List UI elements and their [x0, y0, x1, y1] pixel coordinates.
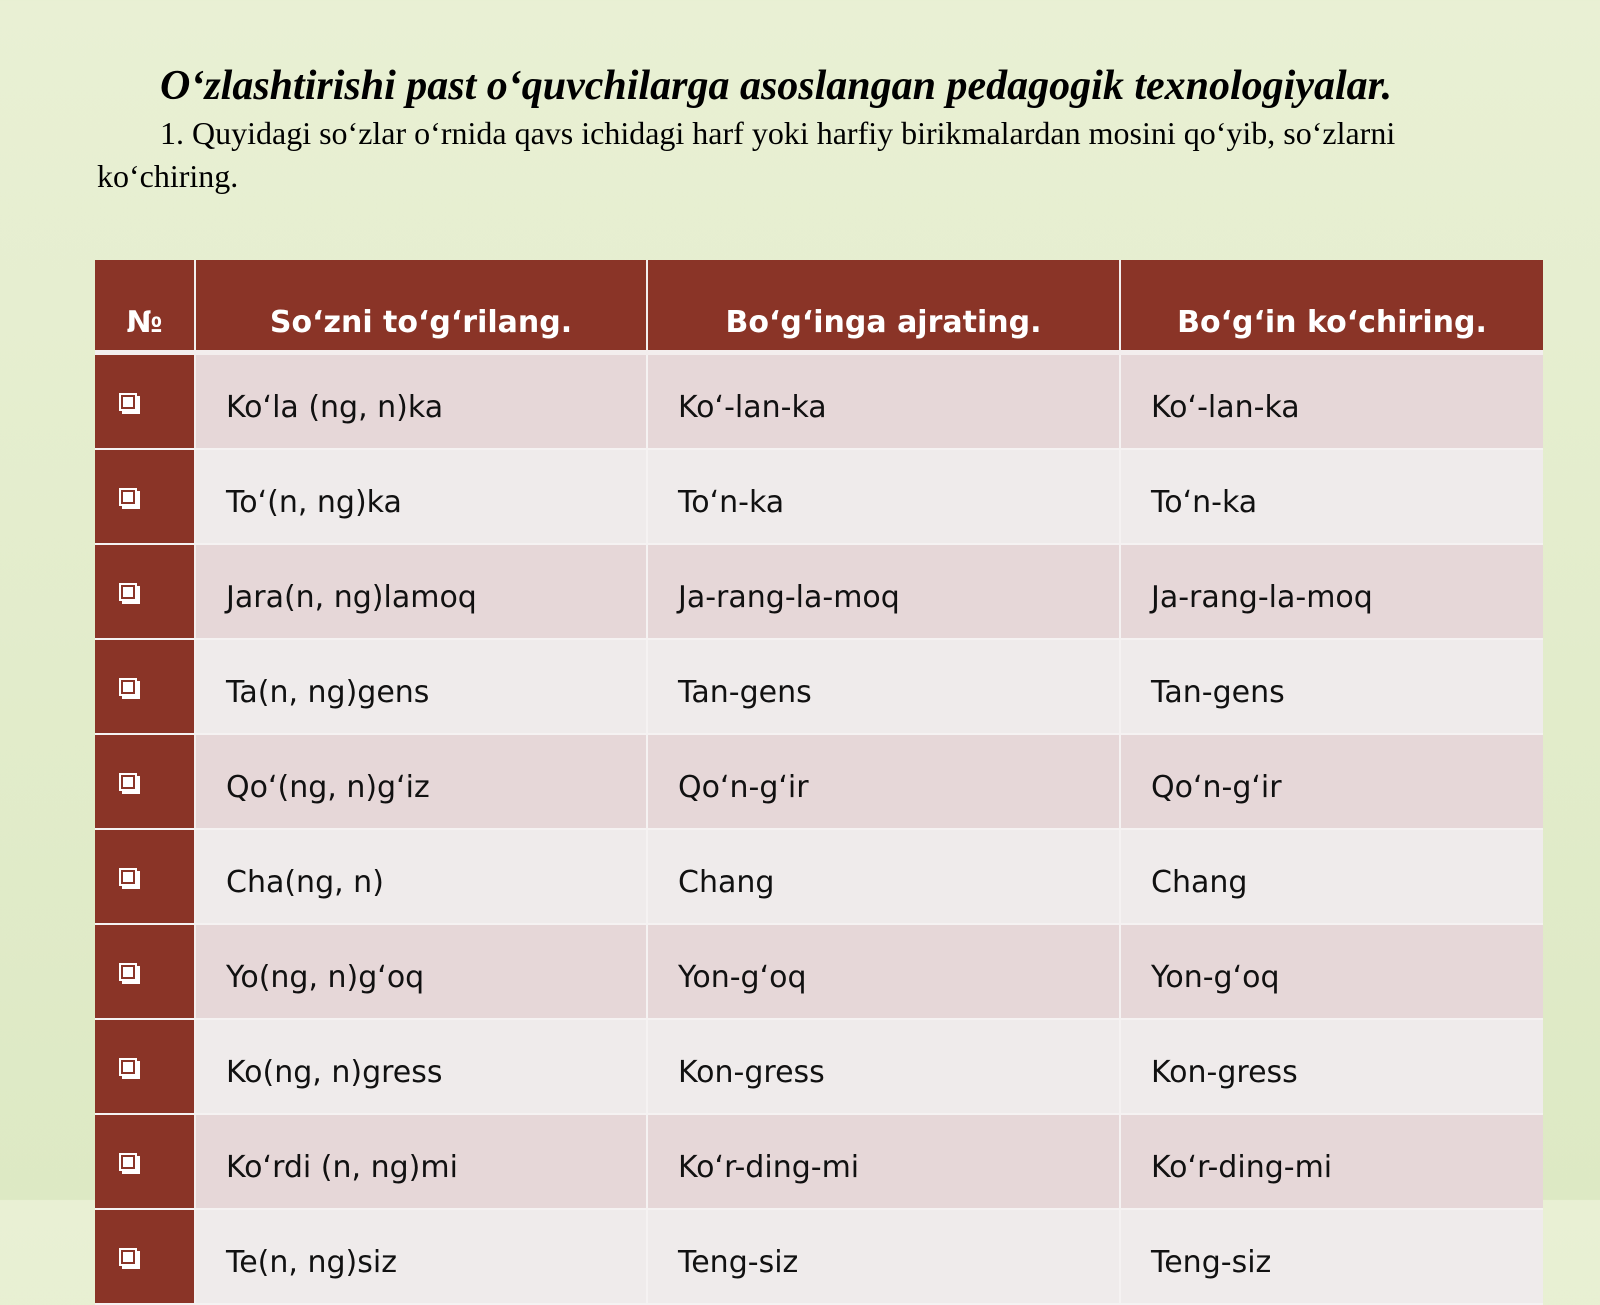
- table-row: [95, 353, 1543, 450]
- checkbox-icon: [119, 1058, 137, 1076]
- cell-word-to-correct: Ko‘rdi (n, ng)mi: [195, 1114, 647, 1209]
- table-row: [95, 1209, 1543, 1304]
- checkbox-icon: [119, 1248, 137, 1266]
- row-marker-cell: [95, 449, 195, 544]
- cell-syllable-copy: Ja-rang-la-moq: [1120, 544, 1543, 639]
- checkbox-icon: [119, 868, 137, 886]
- row-marker-cell: [95, 924, 195, 1019]
- cell-syllable-split: Qo‘n-g‘ir: [647, 734, 1120, 829]
- checkbox-icon: [119, 393, 137, 411]
- cell-syllable-copy: Tan-gens: [1120, 639, 1543, 734]
- cell-syllable-copy: Ko‘r-ding-mi: [1120, 1114, 1543, 1209]
- cell-word-to-correct: Yo(ng, n)g‘oq: [195, 924, 647, 1019]
- row-marker-cell: [95, 1114, 195, 1209]
- cell-word-to-correct: Qo‘(ng, n)g‘iz: [195, 734, 647, 829]
- checkbox-icon: [119, 583, 137, 601]
- cell-syllable-split: Teng-siz: [647, 1209, 1120, 1304]
- instruction-text: 1. Quyidagi so‘zlar o‘rnida qavs ichidagi harf yoki harfiy birikmalardan mosini qo‘yib, so‘zlarni ko‘chiring.: [97, 115, 1396, 194]
- checkbox-icon: [119, 678, 137, 696]
- cell-word-to-correct: Ta(n, ng)gens: [195, 639, 647, 734]
- checkbox-icon: [119, 963, 137, 981]
- cell-word-to-correct: Jara(n, ng)lamoq: [195, 544, 647, 639]
- table-row: [95, 449, 1543, 544]
- cell-syllable-split: To‘n-ka: [647, 449, 1120, 544]
- cell-word-to-correct: Ko(ng, n)gress: [195, 1019, 647, 1114]
- slide-title: O‘zlashtirishi past o‘quvchilarga asoslangan pedagogik texnologiyalar.: [160, 63, 1393, 109]
- cell-syllable-copy: Chang: [1120, 829, 1543, 924]
- cell-word-to-correct: Cha(ng, n): [195, 829, 647, 924]
- header-correct-word: So‘zni to‘g‘rilang.: [195, 260, 647, 353]
- table-row: [95, 1019, 1543, 1114]
- table-header-row: [95, 260, 1543, 353]
- cell-syllable-split: Ko‘-lan-ka: [647, 353, 1120, 450]
- cell-syllable-split: Tan-gens: [647, 639, 1120, 734]
- cell-word-to-correct: Te(n, ng)siz: [195, 1209, 647, 1304]
- row-marker-cell: [95, 544, 195, 639]
- cell-syllable-copy: Ko‘-lan-ka: [1120, 353, 1543, 450]
- checkbox-icon: [119, 773, 137, 791]
- cell-word-to-correct: Ko‘la (ng, n)ka: [195, 353, 647, 450]
- row-marker-cell: [95, 734, 195, 829]
- cell-syllable-split: Ko‘r-ding-mi: [647, 1114, 1120, 1209]
- row-marker-cell: [95, 1209, 195, 1304]
- row-marker-cell: [95, 353, 195, 450]
- word-table: [95, 260, 1543, 1305]
- table-row: [95, 1114, 1543, 1209]
- cell-syllable-split: Ja-rang-la-moq: [647, 544, 1120, 639]
- cell-word-to-correct: To‘(n, ng)ka: [195, 449, 647, 544]
- checkbox-icon: [119, 488, 137, 506]
- header-split-syllables: Bo‘g‘inga ajrating.: [647, 260, 1120, 353]
- table-row: [95, 734, 1543, 829]
- table-body: [95, 353, 1543, 1305]
- cell-syllable-copy: Kon-gress: [1120, 1019, 1543, 1114]
- cell-syllable-copy: Qo‘n-g‘ir: [1120, 734, 1543, 829]
- table-row: [95, 829, 1543, 924]
- cell-syllable-copy: To‘n-ka: [1120, 449, 1543, 544]
- header-copy-syllables: Bo‘g‘in ko‘chiring.: [1120, 260, 1543, 353]
- table-row: [95, 924, 1543, 1019]
- cell-syllable-split: Yon-g‘oq: [647, 924, 1120, 1019]
- cell-syllable-split: Kon-gress: [647, 1019, 1120, 1114]
- table-row: [95, 544, 1543, 639]
- row-marker-cell: [95, 829, 195, 924]
- row-marker-cell: [95, 639, 195, 734]
- table-row: [95, 639, 1543, 734]
- cell-syllable-copy: Teng-siz: [1120, 1209, 1543, 1304]
- row-marker-cell: [95, 1019, 195, 1114]
- checkbox-icon: [119, 1153, 137, 1171]
- header-number: №: [95, 260, 195, 353]
- cell-syllable-split: Chang: [647, 829, 1120, 924]
- cell-syllable-copy: Yon-g‘oq: [1120, 924, 1543, 1019]
